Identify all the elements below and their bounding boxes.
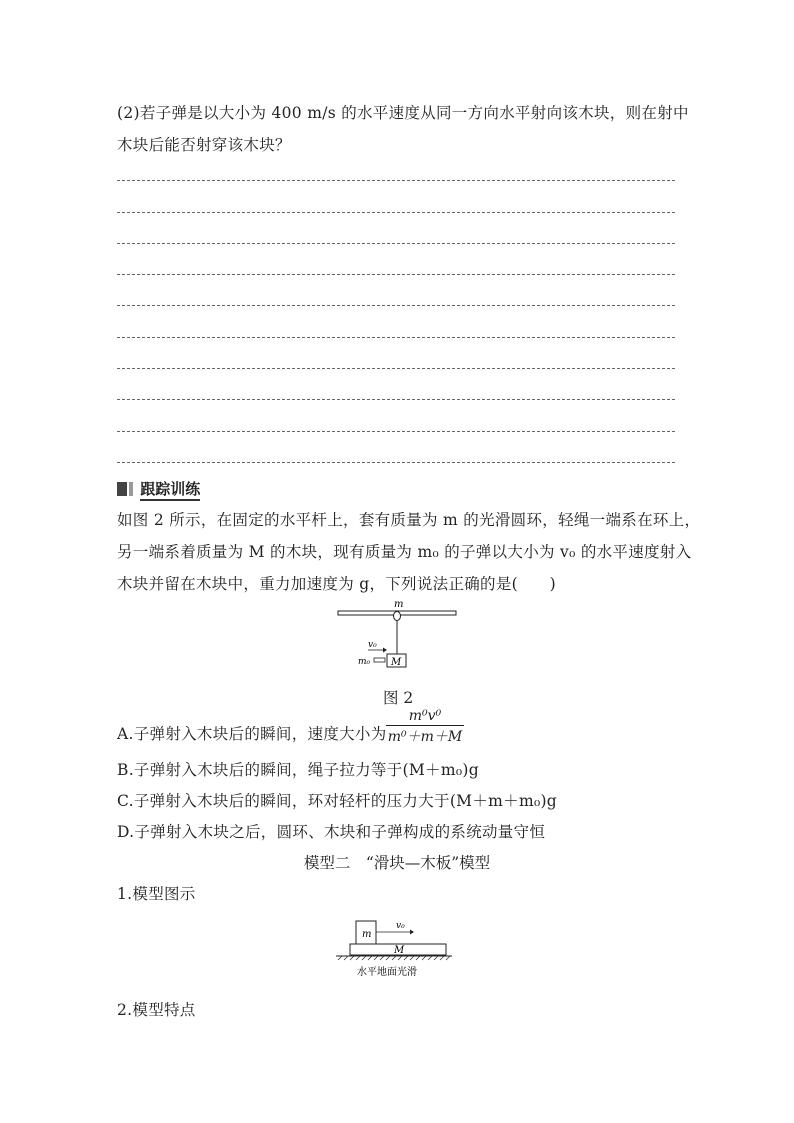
velocity-label: v₀	[396, 921, 405, 931]
section-marker-icon	[129, 482, 133, 496]
answer-line[interactable]	[117, 399, 675, 400]
section-marker-icon	[117, 482, 127, 496]
block-label: M	[391, 657, 402, 668]
question2-line1: (2)若子弹是以大小为 400 m/s 的水平速度从同一方向水平射向该木块，则在射中	[117, 104, 689, 122]
ground-caption: 水平地面光滑	[357, 967, 417, 978]
ground-hatching	[338, 956, 450, 960]
velocity-arrowhead	[410, 930, 414, 935]
figure-3-diagram	[334, 918, 454, 982]
answer-line[interactable]	[117, 462, 675, 463]
option-b: B.子弹射入木块后的瞬间，绳子拉力等于(M＋m₀)g	[117, 761, 479, 779]
question2-line2: 木块后能否射穿该木块？	[117, 136, 291, 154]
option-d: D.子弹射入木块之后，圆环、木块和子弹构成的系统动量守恒	[117, 823, 546, 841]
answer-line[interactable]	[117, 243, 675, 244]
answer-line[interactable]	[117, 274, 675, 275]
answer-line[interactable]	[117, 305, 675, 306]
option-c: C.子弹射入木块后的瞬间，环对轻杆的压力大于(M＋m＋m₀)g	[117, 792, 558, 810]
answer-line[interactable]	[117, 212, 675, 213]
option-a: A.子弹射入木块后的瞬间，速度大小为	[117, 725, 387, 743]
section-heading	[117, 478, 200, 499]
figure-2-caption: 图 2	[383, 689, 414, 707]
section-heading-text: 跟踪训练	[140, 480, 200, 501]
model2-title: 模型二 “滑块—木板”模型	[303, 854, 491, 872]
fraction-numerator: m⁰v⁰	[386, 708, 464, 726]
model2-item2: 2.模型特点	[117, 1001, 196, 1019]
bullet	[374, 658, 385, 662]
problem-line2: 另一端系着质量为 M 的木块，现有质量为 m₀ 的子弹以大小为 v₀ 的水平速度射入	[117, 543, 692, 561]
ring-label: m	[394, 599, 404, 610]
problem-line3: 木块并留在木块中，重力加速度为 g，下列说法正确的是( )	[117, 575, 556, 593]
answer-line[interactable]	[117, 368, 675, 369]
ring	[394, 612, 401, 621]
velocity-arrowhead	[383, 648, 387, 653]
bullet-label: m₀	[358, 657, 371, 667]
option-a-fraction	[386, 708, 464, 746]
model2-item1: 1.模型图示	[117, 885, 196, 903]
answer-line[interactable]	[117, 431, 675, 432]
answer-line[interactable]	[117, 337, 675, 338]
figure-2-diagram	[330, 596, 465, 672]
problem-line1: 如图 2 所示，在固定的水平杆上，套有质量为 m 的光滑圆环，轻绳一端系在环上，	[117, 511, 701, 529]
fraction-denominator: m⁰＋m＋M	[387, 729, 463, 745]
answer-line[interactable]	[117, 180, 675, 181]
velocity-label: v₀	[368, 640, 377, 650]
board-label: M	[394, 945, 405, 956]
slider-block-label: m	[362, 929, 372, 940]
